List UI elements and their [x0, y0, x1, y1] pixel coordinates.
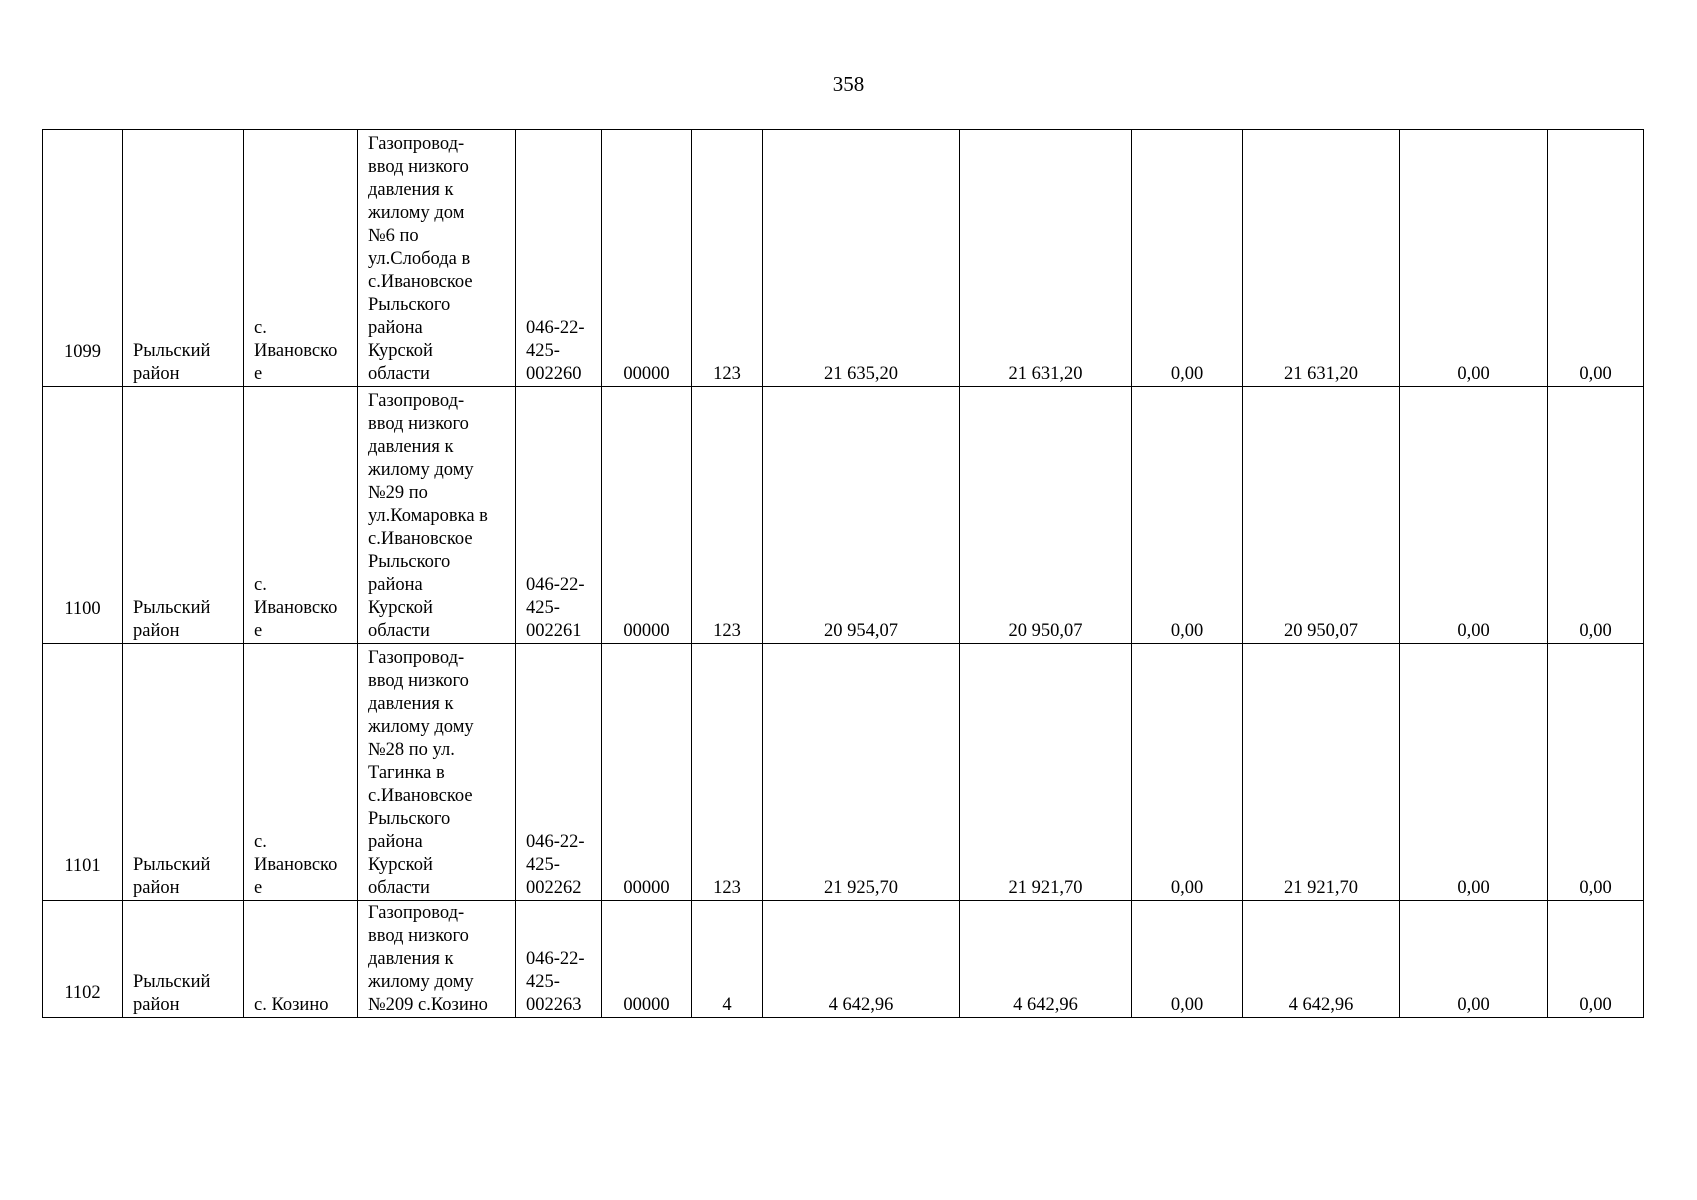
- object-line: Рыльского: [368, 809, 451, 829]
- page-number: 358: [832, 72, 865, 96]
- count-cell: 123: [692, 387, 763, 644]
- locality-line: Ивановско: [254, 855, 338, 875]
- object-line: ввод низкого: [368, 926, 469, 946]
- locality-line: с.: [254, 575, 267, 595]
- cadastral-line: 046-22-: [526, 575, 585, 595]
- cadastral-line: 425-: [526, 855, 560, 875]
- object-line: давления к: [368, 437, 454, 457]
- row-number: 1102: [64, 983, 101, 1003]
- count-cell: 123: [692, 130, 763, 387]
- object-line: района: [368, 832, 423, 852]
- locality-line: с.: [254, 318, 267, 338]
- object-line: района: [368, 318, 423, 338]
- district-cell: [123, 130, 244, 387]
- object-cell: [358, 644, 516, 901]
- cadastral-line: 002260: [526, 364, 582, 384]
- object-line: жилому дому: [368, 460, 474, 480]
- cadastral-line: 425-: [526, 341, 560, 361]
- district-line: Рыльский: [133, 855, 211, 875]
- row-number: 1101: [64, 856, 101, 876]
- count-cell: 4: [692, 901, 763, 1018]
- district-line: район: [133, 995, 180, 1015]
- object-line: Газопровод-: [368, 648, 465, 668]
- district-line: район: [133, 878, 180, 898]
- value-1-cell: 21 925,70: [763, 644, 960, 901]
- object-line: с.Ивановское: [368, 529, 473, 549]
- table-row: [43, 130, 1644, 387]
- cadastral-line: 046-22-: [526, 949, 585, 969]
- row-number-cell: [43, 901, 123, 1018]
- object-line: №28 по ул.: [368, 740, 455, 760]
- value-2-cell: 20 950,07: [960, 387, 1132, 644]
- object-line: №29 по: [368, 483, 428, 503]
- object-line: давления к: [368, 180, 454, 200]
- register-table: [42, 129, 1644, 1018]
- code-cell: 00000: [602, 644, 692, 901]
- object-line: №6 по: [368, 226, 419, 246]
- value-1-cell: 21 635,20: [763, 130, 960, 387]
- value-1-cell: 4 642,96: [763, 901, 960, 1018]
- value-4-cell: 4 642,96: [1243, 901, 1400, 1018]
- value-6-cell: 0,00: [1548, 644, 1644, 901]
- cadastral-cell: [516, 387, 602, 644]
- object-line: ввод низкого: [368, 414, 469, 434]
- object-line: ввод низкого: [368, 157, 469, 177]
- locality-cell: [244, 387, 358, 644]
- object-line: ввод низкого: [368, 671, 469, 691]
- object-line: Газопровод-: [368, 903, 465, 923]
- count-cell: 123: [692, 644, 763, 901]
- cadastral-cell: [516, 901, 602, 1018]
- object-line: района: [368, 575, 423, 595]
- district-line: Рыльский: [133, 598, 211, 618]
- object-cell: [358, 387, 516, 644]
- cadastral-line: 046-22-: [526, 832, 585, 852]
- value-6-cell: 0,00: [1548, 130, 1644, 387]
- object-line: давления к: [368, 949, 454, 969]
- value-3-cell: 0,00: [1132, 130, 1243, 387]
- value-5-cell: 0,00: [1400, 387, 1548, 644]
- cadastral-line: 046-22-: [526, 318, 585, 338]
- object-line: давления к: [368, 694, 454, 714]
- district-cell: [123, 901, 244, 1018]
- code-cell: 00000: [602, 130, 692, 387]
- object-cell: [358, 130, 516, 387]
- district-line: Рыльский: [133, 341, 211, 361]
- cadastral-cell: [516, 130, 602, 387]
- value-5-cell: 0,00: [1400, 644, 1548, 901]
- object-line: №209 с.Козино: [368, 995, 488, 1015]
- object-line: области: [368, 878, 430, 898]
- table-row: [43, 901, 1644, 1018]
- locality-line: е: [254, 878, 263, 898]
- value-1-cell: 20 954,07: [763, 387, 960, 644]
- object-line: ул.Комаровка в: [368, 506, 488, 526]
- value-4-cell: 21 631,20: [1243, 130, 1400, 387]
- object-cell: [358, 901, 516, 1018]
- code-cell: 00000: [602, 387, 692, 644]
- cadastral-cell: [516, 644, 602, 901]
- cadastral-line: 425-: [526, 972, 560, 992]
- value-3-cell: 0,00: [1132, 644, 1243, 901]
- value-5-cell: 0,00: [1400, 901, 1548, 1018]
- value-2-cell: 21 631,20: [960, 130, 1132, 387]
- cadastral-line: 002261: [526, 621, 582, 641]
- object-line: Тагинка в: [368, 763, 445, 783]
- value-2-cell: 4 642,96: [960, 901, 1132, 1018]
- locality-line: с.: [254, 832, 267, 852]
- value-6-cell: 0,00: [1548, 387, 1644, 644]
- object-line: области: [368, 621, 430, 641]
- locality-cell: [244, 644, 358, 901]
- value-3-cell: 0,00: [1132, 901, 1243, 1018]
- district-line: район: [133, 621, 180, 641]
- district-cell: [123, 644, 244, 901]
- object-line: с.Ивановское: [368, 786, 473, 806]
- cadastral-line: 425-: [526, 598, 560, 618]
- cadastral-line: 002262: [526, 878, 582, 898]
- object-line: Курской: [368, 598, 433, 618]
- locality-line: Ивановско: [254, 341, 338, 361]
- row-number-cell: [43, 644, 123, 901]
- row-number: 1099: [64, 342, 101, 362]
- table-row: [43, 644, 1644, 901]
- value-5-cell: 0,00: [1400, 130, 1548, 387]
- cadastral-line: 002263: [526, 995, 582, 1015]
- object-line: Курской: [368, 855, 433, 875]
- district-cell: [123, 387, 244, 644]
- object-line: жилому дому: [368, 717, 474, 737]
- district-line: район: [133, 364, 180, 384]
- object-line: жилому дом: [368, 203, 465, 223]
- locality-line: с. Козино: [254, 995, 329, 1015]
- row-number-cell: [43, 387, 123, 644]
- object-line: жилому дому: [368, 972, 474, 992]
- value-4-cell: 21 921,70: [1243, 644, 1400, 901]
- table-row: [43, 387, 1644, 644]
- locality-line: е: [254, 364, 263, 384]
- locality-line: е: [254, 621, 263, 641]
- object-line: Рыльского: [368, 295, 451, 315]
- object-line: области: [368, 364, 430, 384]
- locality-cell: [244, 130, 358, 387]
- object-line: с.Ивановское: [368, 272, 473, 292]
- value-6-cell: 0,00: [1548, 901, 1644, 1018]
- object-line: Курской: [368, 341, 433, 361]
- row-number-cell: [43, 130, 123, 387]
- object-line: Рыльского: [368, 552, 451, 572]
- value-4-cell: 20 950,07: [1243, 387, 1400, 644]
- value-3-cell: 0,00: [1132, 387, 1243, 644]
- locality-line: Ивановско: [254, 598, 338, 618]
- district-line: Рыльский: [133, 972, 211, 992]
- object-line: Газопровод-: [368, 391, 465, 411]
- value-2-cell: 21 921,70: [960, 644, 1132, 901]
- row-number: 1100: [64, 599, 101, 619]
- locality-cell: [244, 901, 358, 1018]
- object-line: ул.Слобода в: [368, 249, 471, 269]
- object-line: Газопровод-: [368, 134, 465, 154]
- code-cell: 00000: [602, 901, 692, 1018]
